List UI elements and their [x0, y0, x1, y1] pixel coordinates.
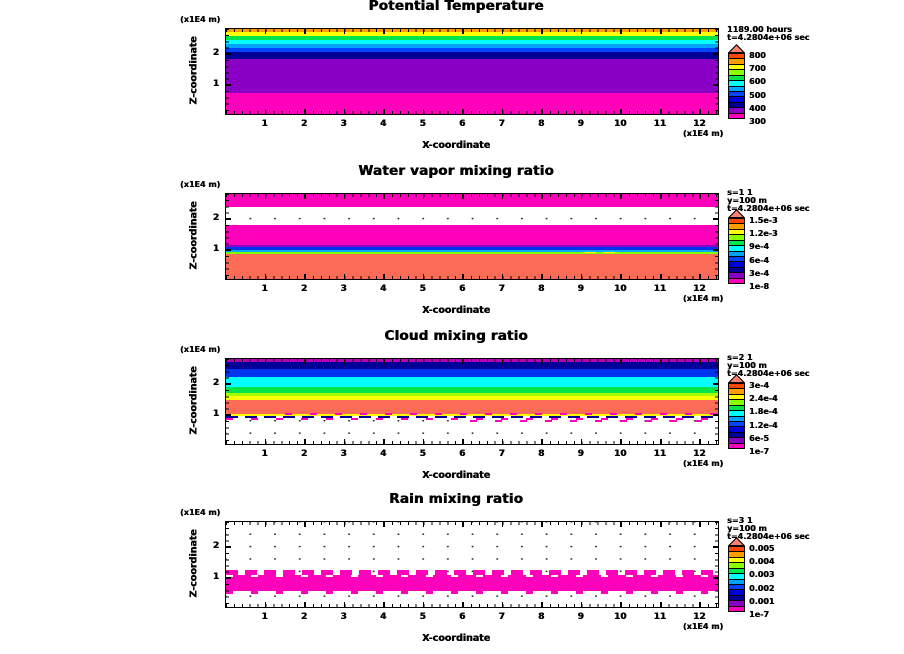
colorbar-segment	[729, 443, 744, 448]
x-tick-label: 11	[653, 119, 666, 129]
colorbar-tick-label: 1e-7	[749, 610, 769, 619]
colorbar-segment	[729, 606, 744, 611]
annotation-line: 1189.00 hours	[727, 25, 792, 34]
x-tick-label: 9	[577, 449, 584, 459]
x-tick-label: 9	[577, 612, 584, 622]
x-tick-label: 12	[692, 284, 706, 294]
panel-title: Cloud mixing ratio	[384, 328, 528, 344]
x-tick-label: 12	[692, 449, 706, 459]
z-tick-label: 1	[212, 78, 219, 89]
z-axis-label: Z-coordinate	[188, 201, 200, 270]
annotation-line: t=4.2804e+06 sec	[727, 369, 810, 378]
x-tick-label: 12	[692, 119, 706, 129]
colorbar-tick-label: 0.004	[749, 557, 775, 567]
colorbar	[728, 383, 745, 449]
colorbar-tick-label: 0.002	[749, 583, 775, 593]
x-tick-label: 7	[498, 284, 505, 294]
x-axis-unit: (x1E4 m)	[682, 294, 724, 303]
x-tick-label: 2	[300, 119, 308, 129]
x-tick-label: 5	[419, 612, 426, 622]
panel-rain-mixing-ratio	[0, 490, 904, 654]
z-axis-unit: (x1E4 m)	[180, 15, 221, 24]
x-tick-label: 5	[419, 119, 426, 129]
z-axis-unit: (x1E4 m)	[180, 180, 221, 189]
annotation-line: y=100 m	[727, 361, 767, 370]
z-tick-label: 2	[212, 47, 219, 58]
annotation-line: y=100 m	[727, 524, 767, 533]
x-axis-label: X-coordinate	[421, 633, 491, 644]
x-tick-label: 4	[379, 119, 387, 129]
x-axis-label: X-coordinate	[421, 470, 491, 481]
z-tick-label: 2	[212, 540, 219, 551]
z-tick-label: 2	[212, 377, 219, 388]
x-tick-label: 4	[379, 284, 387, 294]
x-tick-label: 6	[458, 612, 466, 622]
colorbar-tick-label: 700	[749, 64, 766, 74]
annotation-line: s=3 1	[727, 516, 753, 525]
x-axis-label: X-coordinate	[421, 305, 491, 316]
x-tick-label: 10	[613, 284, 627, 294]
x-tick-label: 8	[538, 449, 545, 459]
colorbar-tick-label: 300	[749, 117, 766, 126]
x-axis-label: X-coordinate	[421, 140, 491, 151]
x-tick-label: 1	[261, 449, 268, 459]
colorbar-tick-label: 1.5e-3	[749, 216, 778, 225]
colorbar-tick-label: 1.2e-4	[749, 420, 778, 430]
x-tick-label: 4	[379, 449, 387, 459]
colorbar-tick-label: 3e-4	[749, 268, 769, 278]
colorbar-tick-label: 2.4e-4	[749, 394, 778, 404]
x-tick-label: 5	[419, 449, 426, 459]
z-tick-label: 1	[212, 243, 219, 254]
colorbar-tick-label: 3e-4	[749, 381, 769, 390]
annotation-line: t=4.2804e+06 sec	[727, 33, 810, 42]
z-axis-label: Z-coordinate	[188, 529, 200, 598]
panel-title: Potential Temperature	[368, 0, 544, 14]
x-tick-label: 8	[538, 612, 545, 622]
colorbar-tick-label: 400	[749, 103, 766, 113]
x-tick-label: 6	[458, 284, 466, 294]
colorbar-tick-label: 1.2e-3	[749, 229, 778, 239]
z-axis-unit: (x1E4 m)	[180, 508, 221, 517]
panel-potential-temperature	[0, 0, 904, 165]
x-tick-label: 9	[577, 284, 584, 294]
colorbar-tick-label: 1e-7	[749, 447, 769, 456]
x-tick-label: 7	[498, 612, 505, 622]
x-tick-label: 1	[261, 119, 268, 129]
colorbar-tick-label: 0.001	[749, 596, 775, 606]
x-axis-unit: (x1E4 m)	[682, 622, 724, 631]
colorbar	[728, 53, 745, 119]
colorbar-tick-label: 600	[749, 77, 766, 87]
colorbar-tick-label: 6e-5	[749, 433, 769, 443]
annotation-line: s=1 1	[727, 188, 753, 197]
colorbar-tick-label: 0.003	[749, 570, 775, 580]
colorbar-legend	[0, 490, 904, 654]
annotation-line: t=4.2804e+06 sec	[727, 532, 810, 541]
colorbar-tick-label: 9e-4	[749, 242, 769, 252]
colorbar-tick-label: 6e-4	[749, 255, 769, 265]
x-tick-label: 6	[458, 119, 466, 129]
x-tick-label: 2	[300, 449, 308, 459]
colorbar-tick-label: 1e-8	[749, 282, 769, 291]
x-tick-label: 11	[653, 284, 666, 294]
panel-title: Rain mixing ratio	[389, 491, 523, 507]
colorbar-tick-label: 1.8e-4	[749, 407, 778, 417]
x-axis-unit: (x1E4 m)	[682, 459, 724, 468]
x-tick-label: 3	[340, 284, 347, 294]
colorbar-tick-label: 800	[749, 51, 766, 60]
colorbar-segment	[729, 113, 744, 118]
x-tick-label: 7	[498, 119, 505, 129]
colorbar-tick-label: 500	[749, 90, 766, 100]
x-tick-label: 12	[692, 612, 706, 622]
x-tick-label: 3	[340, 449, 347, 459]
x-tick-label: 1	[261, 284, 268, 294]
colorbar-overflow-triangle	[728, 44, 745, 53]
x-tick-label: 5	[419, 284, 426, 294]
annotation-line: t=4.2804e+06 sec	[727, 204, 810, 213]
x-tick-label: 4	[379, 612, 387, 622]
x-tick-label: 7	[498, 449, 505, 459]
panel-title: Water vapor mixing ratio	[358, 163, 554, 179]
z-tick-label: 1	[212, 408, 219, 419]
colorbar	[728, 218, 745, 284]
x-tick-label: 2	[300, 284, 308, 294]
x-axis-unit: (x1E4 m)	[682, 129, 724, 138]
x-tick-label: 3	[340, 119, 347, 129]
z-axis-label: Z-coordinate	[188, 36, 200, 105]
x-tick-label: 11	[653, 449, 666, 459]
annotation-line: y=100 m	[727, 196, 767, 205]
z-axis-unit: (x1E4 m)	[180, 345, 221, 354]
x-tick-label: 10	[613, 449, 627, 459]
colorbar-segment	[729, 278, 744, 283]
z-axis-label: Z-coordinate	[188, 366, 200, 435]
z-tick-label: 1	[212, 571, 219, 582]
x-tick-label: 10	[613, 612, 627, 622]
x-tick-label: 8	[538, 284, 545, 294]
panel-cloud-mixing-ratio	[0, 325, 904, 490]
z-tick-label: 2	[212, 212, 219, 223]
x-tick-label: 9	[577, 119, 584, 129]
x-tick-label: 10	[613, 119, 627, 129]
panel-water-vapor-mixing-ratio	[0, 160, 904, 325]
colorbar-legend	[0, 160, 904, 325]
colorbar-tick-label: 0.005	[749, 544, 775, 553]
x-tick-label: 2	[300, 612, 308, 622]
colorbar-legend	[0, 325, 904, 490]
x-tick-label: 3	[340, 612, 347, 622]
x-tick-label: 8	[538, 119, 545, 129]
annotation-line: s=2 1	[727, 353, 753, 362]
x-tick-label: 11	[653, 612, 666, 622]
x-tick-label: 6	[458, 449, 466, 459]
colorbar	[728, 546, 745, 612]
x-tick-label: 1	[261, 612, 268, 622]
